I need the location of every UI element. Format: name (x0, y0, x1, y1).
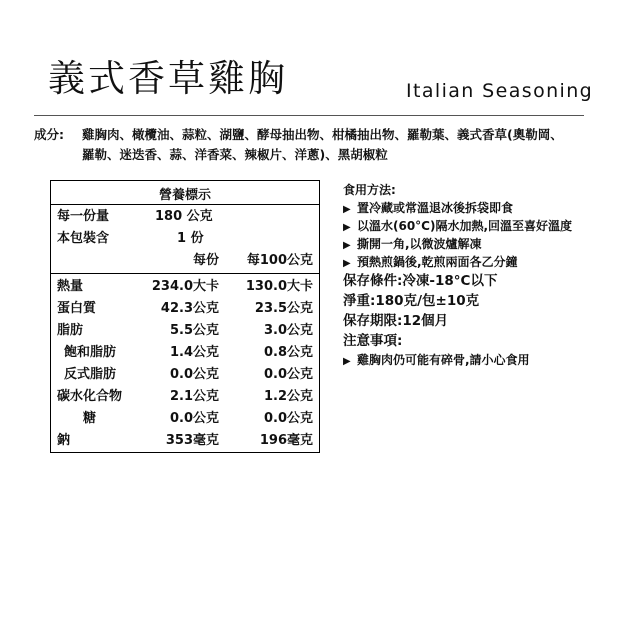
nutrient-per-serving: 42.3公克 (160, 301, 219, 316)
ingredients-text-1: 雞胸肉、橄欖油、蒜粒、湖鹽、酵母抽出物、柑橘抽出物、羅勒葉、義式香草(奧勒岡、 (82, 127, 563, 142)
triangle-bullet-icon: ▶ (343, 240, 351, 251)
nutrition-title: 營養標示 (158, 188, 211, 203)
usage-step-text: 預熱煎鍋後,乾煎兩面各乙分鐘 (357, 255, 518, 269)
notice-heading: 注意事項: (343, 333, 403, 349)
nutrient-name: 脂肪 (57, 323, 84, 338)
nutrient-per-100g: 196毫克 (259, 433, 313, 448)
nutrient-per-100g: 0.8公克 (263, 345, 313, 360)
serving-size-label: 每一份量 (57, 209, 110, 224)
nutrition-divider (51, 273, 319, 274)
nutrition-row (51, 298, 319, 320)
title-divider (34, 115, 584, 116)
nutrient-per-100g: 0.0公克 (263, 411, 313, 426)
nutrient-name: 反式脂肪 (64, 367, 117, 382)
nutrition-table (50, 180, 320, 453)
nutrient-per-100g: 3.0公克 (263, 323, 313, 338)
ingredients-line-2 (34, 145, 594, 165)
servings-label: 本包裝含 (57, 231, 110, 246)
ingredients-block (34, 125, 594, 165)
nutrition-divider (51, 204, 319, 205)
triangle-bullet-icon: ▶ (343, 258, 351, 269)
usage-step (343, 199, 633, 217)
nutrient-per-serving: 234.0大卡 (151, 279, 219, 294)
product-title-zh: 義式香草雞胸 (48, 57, 288, 100)
col-per-100g: 每100公克 (246, 253, 313, 268)
notice-item (343, 351, 633, 369)
col-per-serving: 每份 (192, 253, 219, 268)
nutrition-row (51, 320, 319, 342)
product-title-en: Italian Seasoning (406, 80, 594, 102)
nutrition-row (51, 342, 319, 364)
nutrient-name: 飽和脂肪 (64, 345, 117, 360)
usage-step-text: 置冷藏或常溫退冰後拆袋即食 (357, 201, 514, 215)
nutrient-per-serving: 5.5公克 (169, 323, 219, 338)
nutrient-per-100g: 0.0公克 (263, 367, 313, 382)
nutrient-name: 鈉 (57, 433, 71, 448)
triangle-bullet-icon: ▶ (343, 222, 351, 233)
servings-row (51, 228, 319, 250)
nutrient-name: 熱量 (57, 279, 84, 294)
ingredients-line-1 (34, 125, 594, 145)
column-header-row (51, 250, 319, 272)
nutrient-per-serving: 0.0公克 (169, 367, 219, 382)
nutrient-per-100g: 130.0大卡 (245, 279, 313, 294)
usage-step (343, 235, 633, 253)
nutrient-per-100g: 23.5公克 (254, 301, 313, 316)
shelf-life: 保存期限:12個月 (343, 313, 449, 329)
nutrition-row (51, 430, 319, 452)
nutrition-row (51, 276, 319, 298)
nutrient-name: 碳水化合物 (57, 389, 123, 404)
servings-value: 1 份 (177, 231, 204, 246)
ingredients-label: 成分: (34, 127, 64, 142)
nutrient-per-100g: 1.2公克 (263, 389, 313, 404)
notice-text: 雞胸肉仍可能有碎骨,請小心食用 (357, 353, 530, 367)
storage-condition: 保存條件:冷凍-18°C以下 (343, 273, 498, 289)
usage-step (343, 217, 633, 235)
usage-step-text: 以溫水(60°C)隔水加熱,回溫至喜好溫度 (357, 219, 573, 233)
serving-size-row (51, 206, 319, 228)
nutrient-name: 糖 (83, 411, 97, 426)
usage-step-text: 撕開一角,以微波爐解凍 (357, 237, 482, 251)
ingredients-text-2: 羅勒、迷迭香、蒜、洋香菜、辣椒片、洋蔥)、黑胡椒粒 (82, 147, 388, 162)
usage-step (343, 253, 633, 271)
nutrition-row (51, 364, 319, 386)
nutrient-per-serving: 0.0公克 (169, 411, 219, 426)
triangle-bullet-icon: ▶ (343, 356, 351, 367)
usage-heading: 食用方法: (343, 183, 396, 197)
triangle-bullet-icon: ▶ (343, 204, 351, 215)
serving-size-value: 180 公克 (155, 209, 213, 224)
nutrition-row (51, 386, 319, 408)
instructions-block (343, 181, 633, 369)
nutrient-per-serving: 1.4公克 (169, 345, 219, 360)
nutrition-row (51, 408, 319, 430)
net-weight: 淨重:180克/包±10克 (343, 293, 480, 309)
nutrient-name: 蛋白質 (57, 301, 97, 316)
nutrient-per-serving: 353毫克 (165, 433, 219, 448)
nutrient-per-serving: 2.1公克 (169, 389, 219, 404)
